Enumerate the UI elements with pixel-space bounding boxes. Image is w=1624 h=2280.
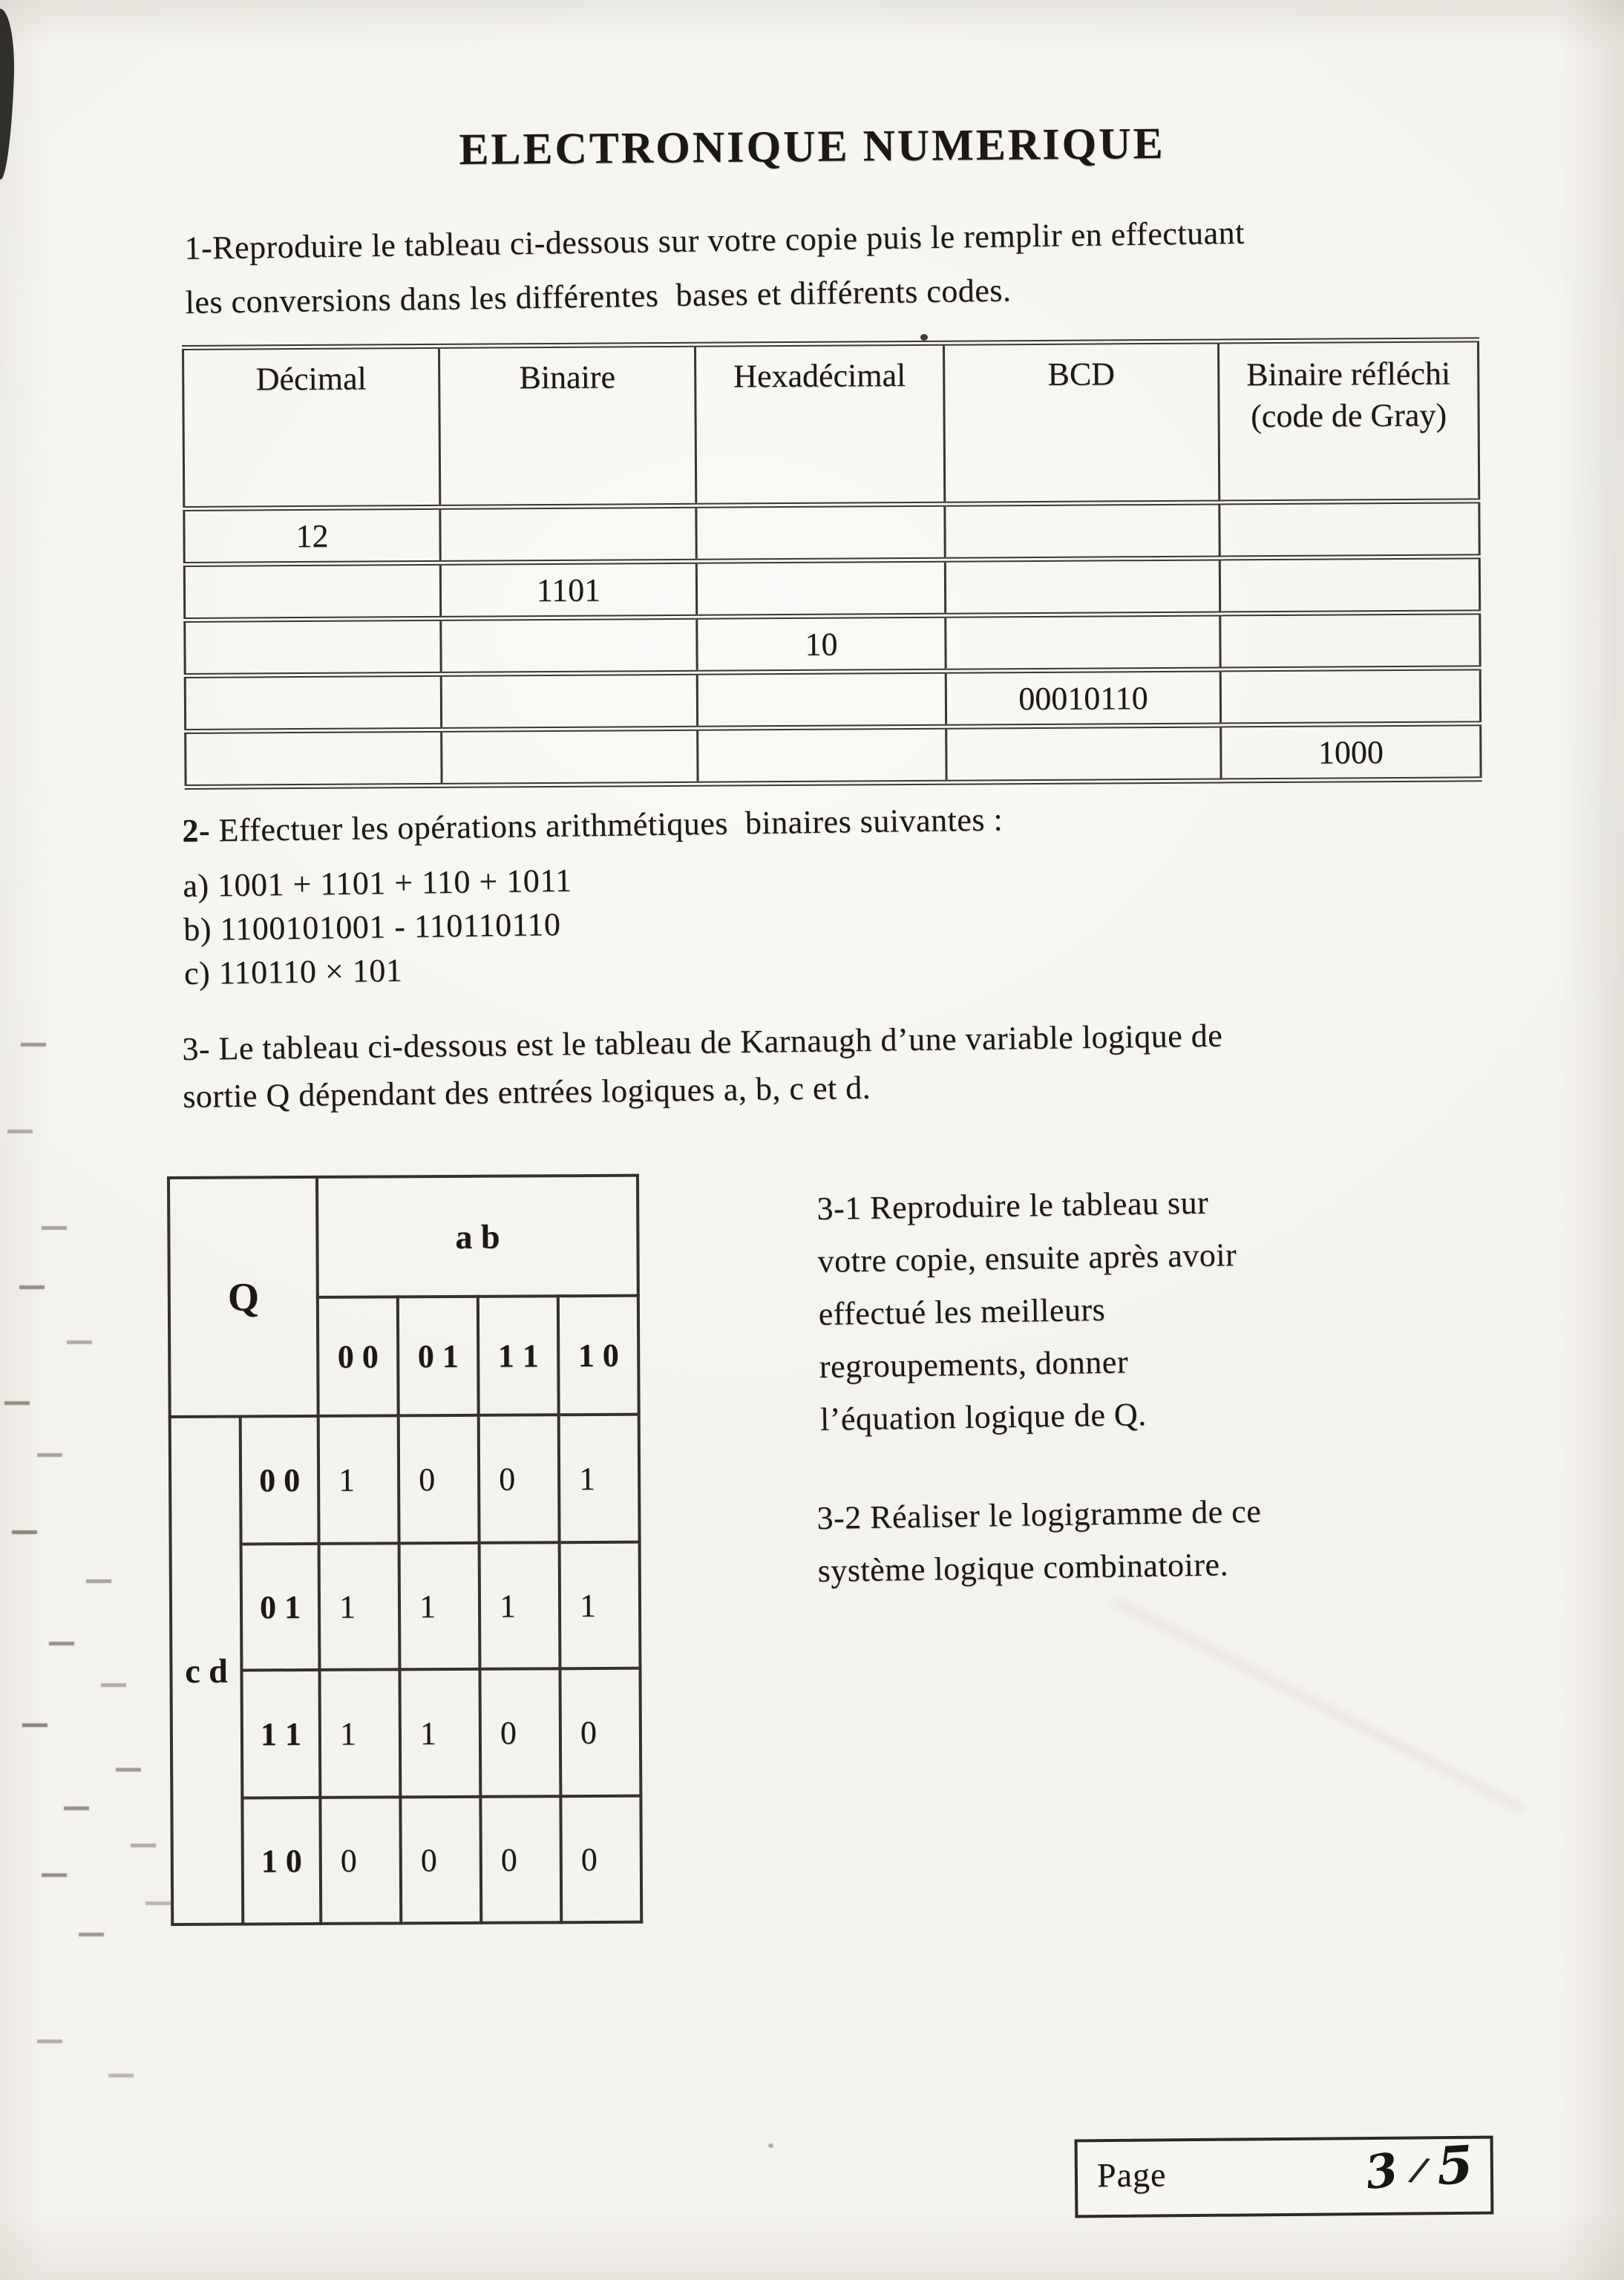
question3-2-line: 3-2 Réaliser le logigramme de ce xyxy=(816,1493,1262,1536)
conversion-cell xyxy=(185,674,441,731)
conversion-table-row xyxy=(184,501,1479,565)
conversion-cell xyxy=(184,563,440,620)
conversion-cell xyxy=(945,502,1219,560)
kmap-col-header: 1 0 xyxy=(558,1296,639,1415)
conversion-cell xyxy=(440,505,696,563)
question3-2-line: système logique combinatoire. xyxy=(817,1546,1229,1589)
kmap-row-header: 1 1 xyxy=(241,1670,320,1798)
kmap-value-cell: 0 xyxy=(560,1796,641,1923)
conversion-cell xyxy=(442,728,698,785)
question3-1-block xyxy=(816,1174,1355,1446)
question3-intro-line1: 3- Le tableau ci-dessous est le tableau de Karnaugh d’une variable logique de xyxy=(182,1017,1223,1067)
column-header-bcd: BCD xyxy=(944,341,1219,504)
kmap-col-header: 1 1 xyxy=(478,1296,559,1415)
conversion-cell xyxy=(946,725,1221,782)
conversion-cell: 1000 xyxy=(1221,724,1481,781)
conversion-cell xyxy=(696,504,945,561)
conversion-cell xyxy=(441,617,697,674)
kmap-output-label: Q xyxy=(168,1177,318,1417)
conversion-table-row xyxy=(185,668,1480,732)
kmap-row-header: 1 0 xyxy=(242,1798,321,1924)
kmap-col-header: 0 0 xyxy=(318,1297,399,1416)
conversion-cell xyxy=(1219,557,1479,614)
kmap-value-cell: 0 xyxy=(560,1668,641,1797)
question2-block xyxy=(182,795,1297,995)
question2-item-b: b) 1100101001 - 110110110 xyxy=(183,905,561,948)
kmap-value-cell: 1 xyxy=(319,1543,400,1670)
kmap-row-header: 0 0 xyxy=(240,1416,319,1544)
question3-1-line: effectué les meilleurs xyxy=(818,1291,1106,1332)
conversion-cell xyxy=(186,730,442,787)
conversion-table xyxy=(182,337,1482,790)
karnaugh-table xyxy=(167,1174,643,1926)
page-label: Page xyxy=(1096,2155,1167,2195)
conversion-table-row xyxy=(186,724,1481,787)
question1-intro xyxy=(184,203,1447,330)
scan-artifact-dot xyxy=(920,334,928,341)
conversion-cell: 1101 xyxy=(440,561,696,618)
page-title: ELECTRONIQUE NUMERIQUE xyxy=(459,118,1165,174)
question1-intro-line2: les conversions dans les différentes bases et différents codes. xyxy=(185,272,1012,321)
kmap-value-cell: 1 xyxy=(318,1415,399,1544)
question1-intro-line1: 1-Reproduire le tableau ci-dessous sur votre copie puis le remplir en effectuant xyxy=(184,214,1245,266)
conversion-cell xyxy=(1220,668,1480,725)
kmap-value-cell: 1 xyxy=(479,1542,560,1669)
page-number-handwritten: 3 xyxy=(1362,2142,1401,2201)
question2-number: 2- xyxy=(182,812,211,849)
conversion-cell xyxy=(185,618,441,675)
conversion-cell: 12 xyxy=(184,507,440,564)
kmap-value-cell: 0 xyxy=(479,1668,560,1797)
kmap-value-cell: 1 xyxy=(399,1543,480,1670)
kmap-value-cell: 0 xyxy=(400,1797,481,1924)
kmap-value-cell: 1 xyxy=(560,1542,641,1669)
question3-intro xyxy=(182,1009,1490,1121)
kmap-value-cell: 0 xyxy=(399,1415,479,1544)
question2-item-c: c) 110110 × 101 xyxy=(183,951,403,992)
kmap-row-var-label: c d xyxy=(170,1416,243,1924)
conversion-cell xyxy=(1219,501,1479,558)
conversion-cell: 10 xyxy=(697,615,946,672)
question3-1-line: votre copie, ensuite après avoir xyxy=(817,1236,1237,1280)
conversion-table-header-row xyxy=(183,340,1479,509)
conversion-cell xyxy=(441,672,697,730)
kmap-value-cell: 0 xyxy=(480,1796,561,1923)
scan-artifact-dot xyxy=(768,2143,773,2148)
kmap-col-header: 0 1 xyxy=(398,1297,479,1416)
question2-heading: 2- Effectuer les opérations arithmétiques binaires suivantes : xyxy=(182,801,1003,849)
page-separator-handwritten: / xyxy=(1409,2150,1429,2190)
page-total-handwritten: 5 xyxy=(1435,2133,1476,2198)
column-header-binaire: Binaire xyxy=(439,344,696,507)
column-header-gray: Binaire réfléchi (code de Gray) xyxy=(1218,340,1479,502)
conversion-cell xyxy=(1220,612,1480,669)
conversion-cell xyxy=(945,558,1219,615)
conversion-cell xyxy=(696,560,945,617)
column-header-decimal: Décimal xyxy=(183,346,440,508)
question3-2-block xyxy=(816,1483,1382,1597)
conversion-cell xyxy=(697,671,946,728)
kmap-value-cell: 1 xyxy=(559,1415,640,1543)
column-header-hexadecimal: Hexadécimal xyxy=(695,343,945,505)
kmap-value-cell: 1 xyxy=(399,1669,480,1798)
question3-1-line: 3-1 Reproduire le tableau sur xyxy=(816,1184,1209,1227)
page-footer-box xyxy=(1075,2133,1494,2218)
kmap-col-var-label: a b xyxy=(317,1176,638,1297)
conversion-table-row xyxy=(185,612,1480,676)
conversion-table-row xyxy=(184,557,1479,620)
conversion-cell xyxy=(946,614,1220,671)
question3-1-line: l’équation logique de Q. xyxy=(819,1396,1147,1438)
conversion-cell xyxy=(698,727,946,784)
scan-artifact-smudges xyxy=(0,0,25,4)
kmap-row-header: 0 1 xyxy=(241,1544,320,1671)
kmap-value-cell: 1 xyxy=(320,1669,401,1798)
conversion-cell: 00010110 xyxy=(946,669,1220,727)
question2-item-a: a) 1001 + 1101 + 110 + 1011 xyxy=(183,862,572,904)
question3-1-line: regroupements, donner xyxy=(819,1343,1129,1385)
kmap-value-cell: 0 xyxy=(320,1797,401,1924)
kmap-value-cell: 0 xyxy=(479,1415,560,1543)
question3-intro-line2: sortie Q dépendant des entrées logiques a, b, c et d. xyxy=(182,1069,871,1115)
